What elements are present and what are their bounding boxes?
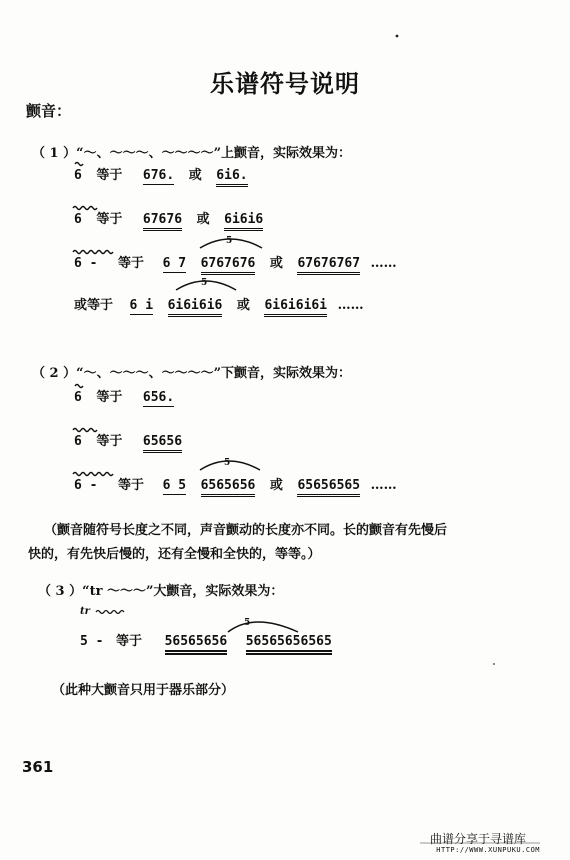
section-2-label: （ 2 ）“～、～～～、～～～～”下颤音，实际效果为： xyxy=(32,366,352,381)
s3-b: 56565656565 xyxy=(246,634,332,655)
s3-eq: 等于 xyxy=(116,634,143,649)
s1-row-4-pre: 6 i xyxy=(129,298,154,313)
s1-row-3-pre: 6 7 xyxy=(162,256,187,271)
s1-row-2-b: 6i6i6 xyxy=(224,212,263,231)
watermark-text: 曲谱分享于寻谱库 xyxy=(429,832,526,846)
note-paragraph-line-2: 快的，有先快后慢的，还有全慢和全快的，等等。） xyxy=(28,547,321,562)
s1-row-3-slur xyxy=(200,239,262,248)
page-number: 361 xyxy=(22,758,54,776)
s2-row-1-a: 656. xyxy=(142,390,175,405)
s2-row-1-eq: 等于 xyxy=(96,390,123,405)
s2-medium-trill-mark xyxy=(73,429,97,432)
s2-row-3-a: 6565656 xyxy=(201,478,256,497)
short-trill-mark xyxy=(75,163,83,166)
s1-row-1-note: 6 xyxy=(74,168,82,183)
s1-row-2-a: 67676 xyxy=(143,212,182,231)
s2-row-3-tail: …… xyxy=(370,478,397,493)
s3-trill-mark: tr xyxy=(80,606,90,617)
s2-short-trill-mark xyxy=(75,385,83,388)
s1-row-2-or: 或 xyxy=(196,212,210,227)
s2-row-1-note: 6 xyxy=(74,390,82,405)
s3-trill-line xyxy=(96,611,124,614)
s3-slur xyxy=(228,622,298,632)
s1-row-3-b: 67676767 xyxy=(297,256,360,275)
s1-row-4-or: 或 xyxy=(236,298,250,313)
s1-row-3-eq: 等于 xyxy=(118,256,145,271)
s1-row-1-eq: 等于 xyxy=(96,168,123,183)
page-title: 乐谱符号说明 xyxy=(210,70,360,98)
s1-row-2-note: 6 xyxy=(74,212,82,227)
s3-slur-count: 5 xyxy=(244,618,251,628)
s1-row-3-a: 6767676 xyxy=(201,256,256,275)
s1-row-4-slur xyxy=(176,281,236,290)
note-paragraph-line-1: （颤音随符号长度之不同，声音颤动的长度亦不同。长的颤音有先慢后 xyxy=(44,523,448,538)
s2-row-2-eq: 等于 xyxy=(96,434,123,449)
s1-row-4-lead: 或等于 xyxy=(74,298,114,313)
s2-row-3-slur-count: 5 xyxy=(224,458,231,468)
s2-row-3-note: 6 - xyxy=(74,478,98,493)
ink-speck xyxy=(396,35,399,38)
s1-row-4-slur-count: 5 xyxy=(201,278,208,288)
s2-row-3-or: 或 xyxy=(269,478,283,493)
s1-row-4-tail: …… xyxy=(337,298,364,313)
s1-row-1-a: 676. xyxy=(142,168,175,183)
s1-row-3-slur-count: 5 xyxy=(226,236,233,246)
s2-row-3-b: 65656565 xyxy=(297,478,360,497)
s1-row-4-a: 6i6i6i6 xyxy=(168,298,223,317)
s1-row-3-note: 6 - xyxy=(74,256,98,271)
s1-row-1-b: 6i6. xyxy=(216,168,247,187)
section-1-label: （ 1 ）“～、～～～、～～～～”上颤音，实际效果为： xyxy=(32,146,352,161)
s1-row-3-or: 或 xyxy=(269,256,283,271)
s2-row-2-a: 65656 xyxy=(143,434,182,453)
s1-row-3-tail: …… xyxy=(370,256,397,271)
s2-row-3-slur xyxy=(200,461,260,470)
s3-note: 5 - xyxy=(80,634,104,649)
watermark-url: HTTP://WWW.XUNPUKU.COM xyxy=(436,846,540,854)
s3-footnote: （此种大颤音只用于器乐部分） xyxy=(52,683,235,698)
s1-row-2-eq: 等于 xyxy=(96,212,123,227)
s1-row-1-or: 或 xyxy=(188,168,202,183)
section-3-label: （ 3 ）“tr ～～～”大颤音，实际效果为： xyxy=(38,584,284,599)
s2-row-3-eq: 等于 xyxy=(118,478,145,493)
s1-row-4-b: 6i6i6i6i xyxy=(264,298,327,317)
section-heading-vibrato: 颤音： xyxy=(26,102,72,120)
s2-long-trill-mark xyxy=(73,473,113,476)
s2-row-3-pre: 6 5 xyxy=(162,478,187,493)
s3-a: 56565656 xyxy=(165,634,228,655)
ink-speck-2 xyxy=(493,663,495,665)
medium-trill-mark xyxy=(73,207,97,210)
long-trill-mark xyxy=(73,251,113,254)
s2-row-2-note: 6 xyxy=(74,434,82,449)
